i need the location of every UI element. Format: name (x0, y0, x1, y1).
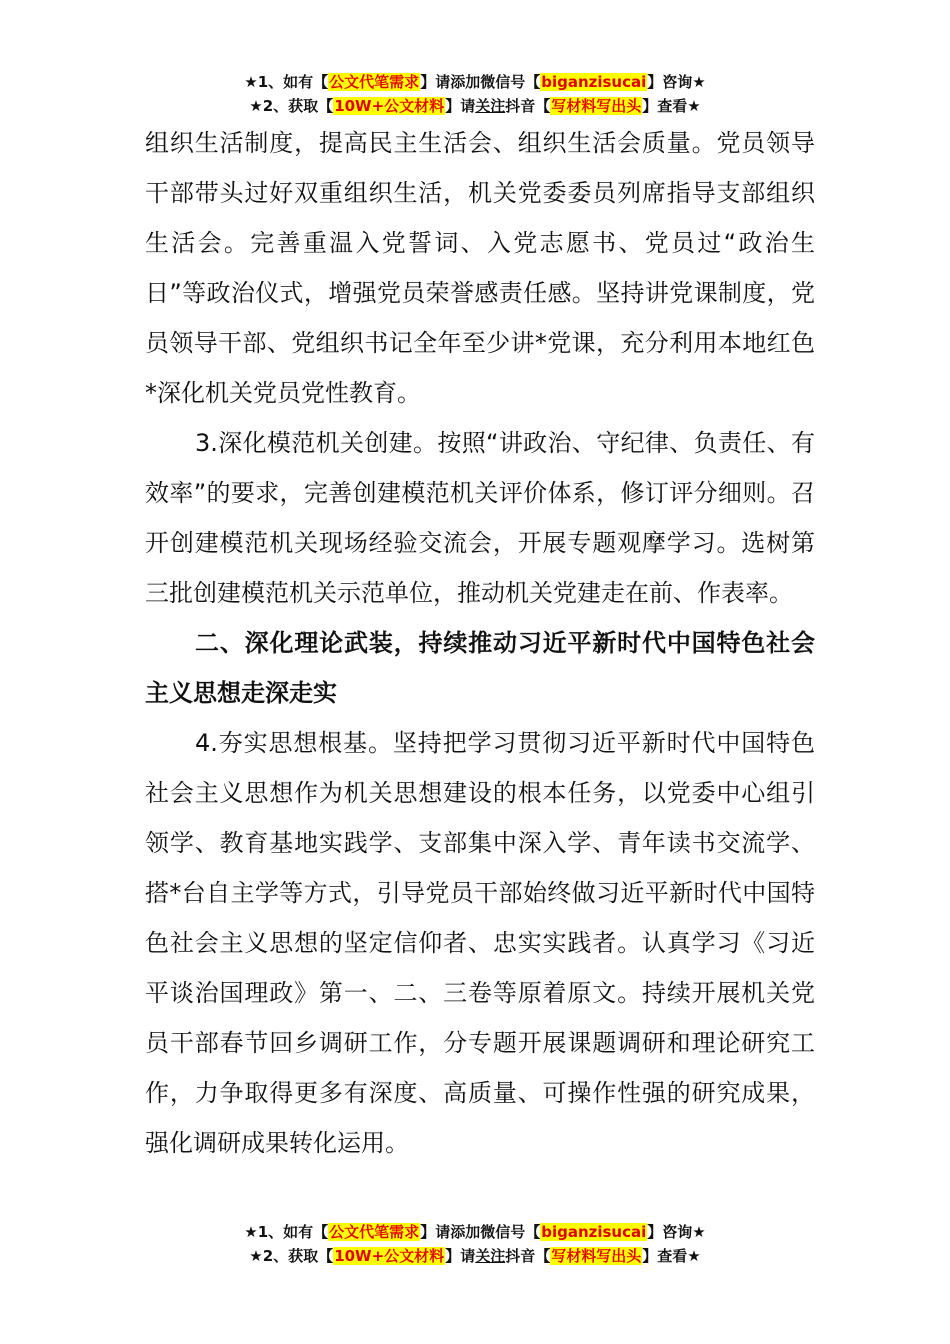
banner-text: ★1、如有【 (244, 1223, 329, 1241)
banner-text: 】请添加微信号【 (420, 73, 541, 91)
banner-text: 】查看★ (642, 97, 701, 115)
top-banner (0, 70, 950, 118)
banner-line-1 (0, 1220, 950, 1244)
banner-text: 】咨询★ (647, 73, 706, 91)
banner-highlight: 公文代笔需求 (329, 73, 420, 91)
banner-text: ★2、获取【 (249, 1247, 334, 1265)
banner-line-1 (0, 70, 950, 94)
banner-text: 】请 (445, 97, 476, 115)
bottom-banner (0, 1220, 950, 1268)
banner-text: 】请添加微信号【 (420, 1223, 541, 1241)
banner-text: ★2、获取【 (249, 97, 334, 115)
douyin-id-highlight: 写材料写出头 (551, 97, 642, 115)
paragraph-1: 组织生活制度，提高民主生活会、组织生活会质量。党员领导干部带头过好双重组织生活，机关党委委员列席指导支部组织生活会。完善重温入党誓词、入党志愿书、党员过“政治生日”等政治仪式，增强党员荣誉感责任感。坚持讲党课制度，党员领导干部、党组织书记全年至少讲*党课，充分利用本地红色*深化机关党员党性教育。 (145, 129, 815, 407)
wechat-id-highlight: biganzisucai (541, 1223, 647, 1241)
banner-text-underlined: 关注 (475, 1247, 506, 1265)
banner-line-2 (0, 1244, 950, 1268)
banner-highlight: 公文代笔需求 (329, 1223, 420, 1241)
banner-text: 抖音【 (505, 97, 551, 115)
banner-text: 】咨询★ (647, 1223, 706, 1241)
paragraph-3: 4.夯实思想根基。坚持把学习贯彻习近平新时代中国特色社会主义思想作为机关思想建设的根本任务，以党委中心组引领学、教育基地实践学、支部集中深入学、青年读书交流学、搭*台自主学等方式，引导党员干部始终做习近平新时代中国特色社会主义思想的坚定信仰者、忠实实践者。认真学习《习近平谈治国理政》第一、二、三卷等原着原文。持续开展机关党员干部春节回乡调研工作，分专题开展课题调研和理论研究工作，力争取得更多有深度、高质量、可操作性强的研究成果，强化调研成果转化运用。 (145, 729, 815, 1157)
banner-line-2 (0, 94, 950, 118)
section-heading-2: 二、深化理论武装，持续推动习近平新时代中国特色社会主义思想走深走实 (145, 629, 815, 707)
banner-highlight: 10W+公文材料 (334, 97, 445, 115)
paragraph-2: 3.深化模范机关创建。按照“讲政治、守纪律、负责任、有效率”的要求，完善创建模范机关评价体系，修订评分细则。召开创建模范机关现场经验交流会，开展专题观摩学习。选树第三批创建模范机关示范单位，推动机关党建走在前、作表率。 (145, 429, 815, 607)
banner-text: 】请 (445, 1247, 476, 1265)
banner-text-underlined: 关注 (475, 97, 506, 115)
douyin-id-highlight: 写材料写出头 (551, 1247, 642, 1265)
banner-text: 】查看★ (642, 1247, 701, 1265)
banner-text: ★1、如有【 (244, 73, 329, 91)
document-body (145, 118, 815, 1168)
wechat-id-highlight: biganzisucai (541, 73, 647, 91)
banner-highlight: 10W+公文材料 (334, 1247, 445, 1265)
banner-text: 抖音【 (505, 1247, 551, 1265)
